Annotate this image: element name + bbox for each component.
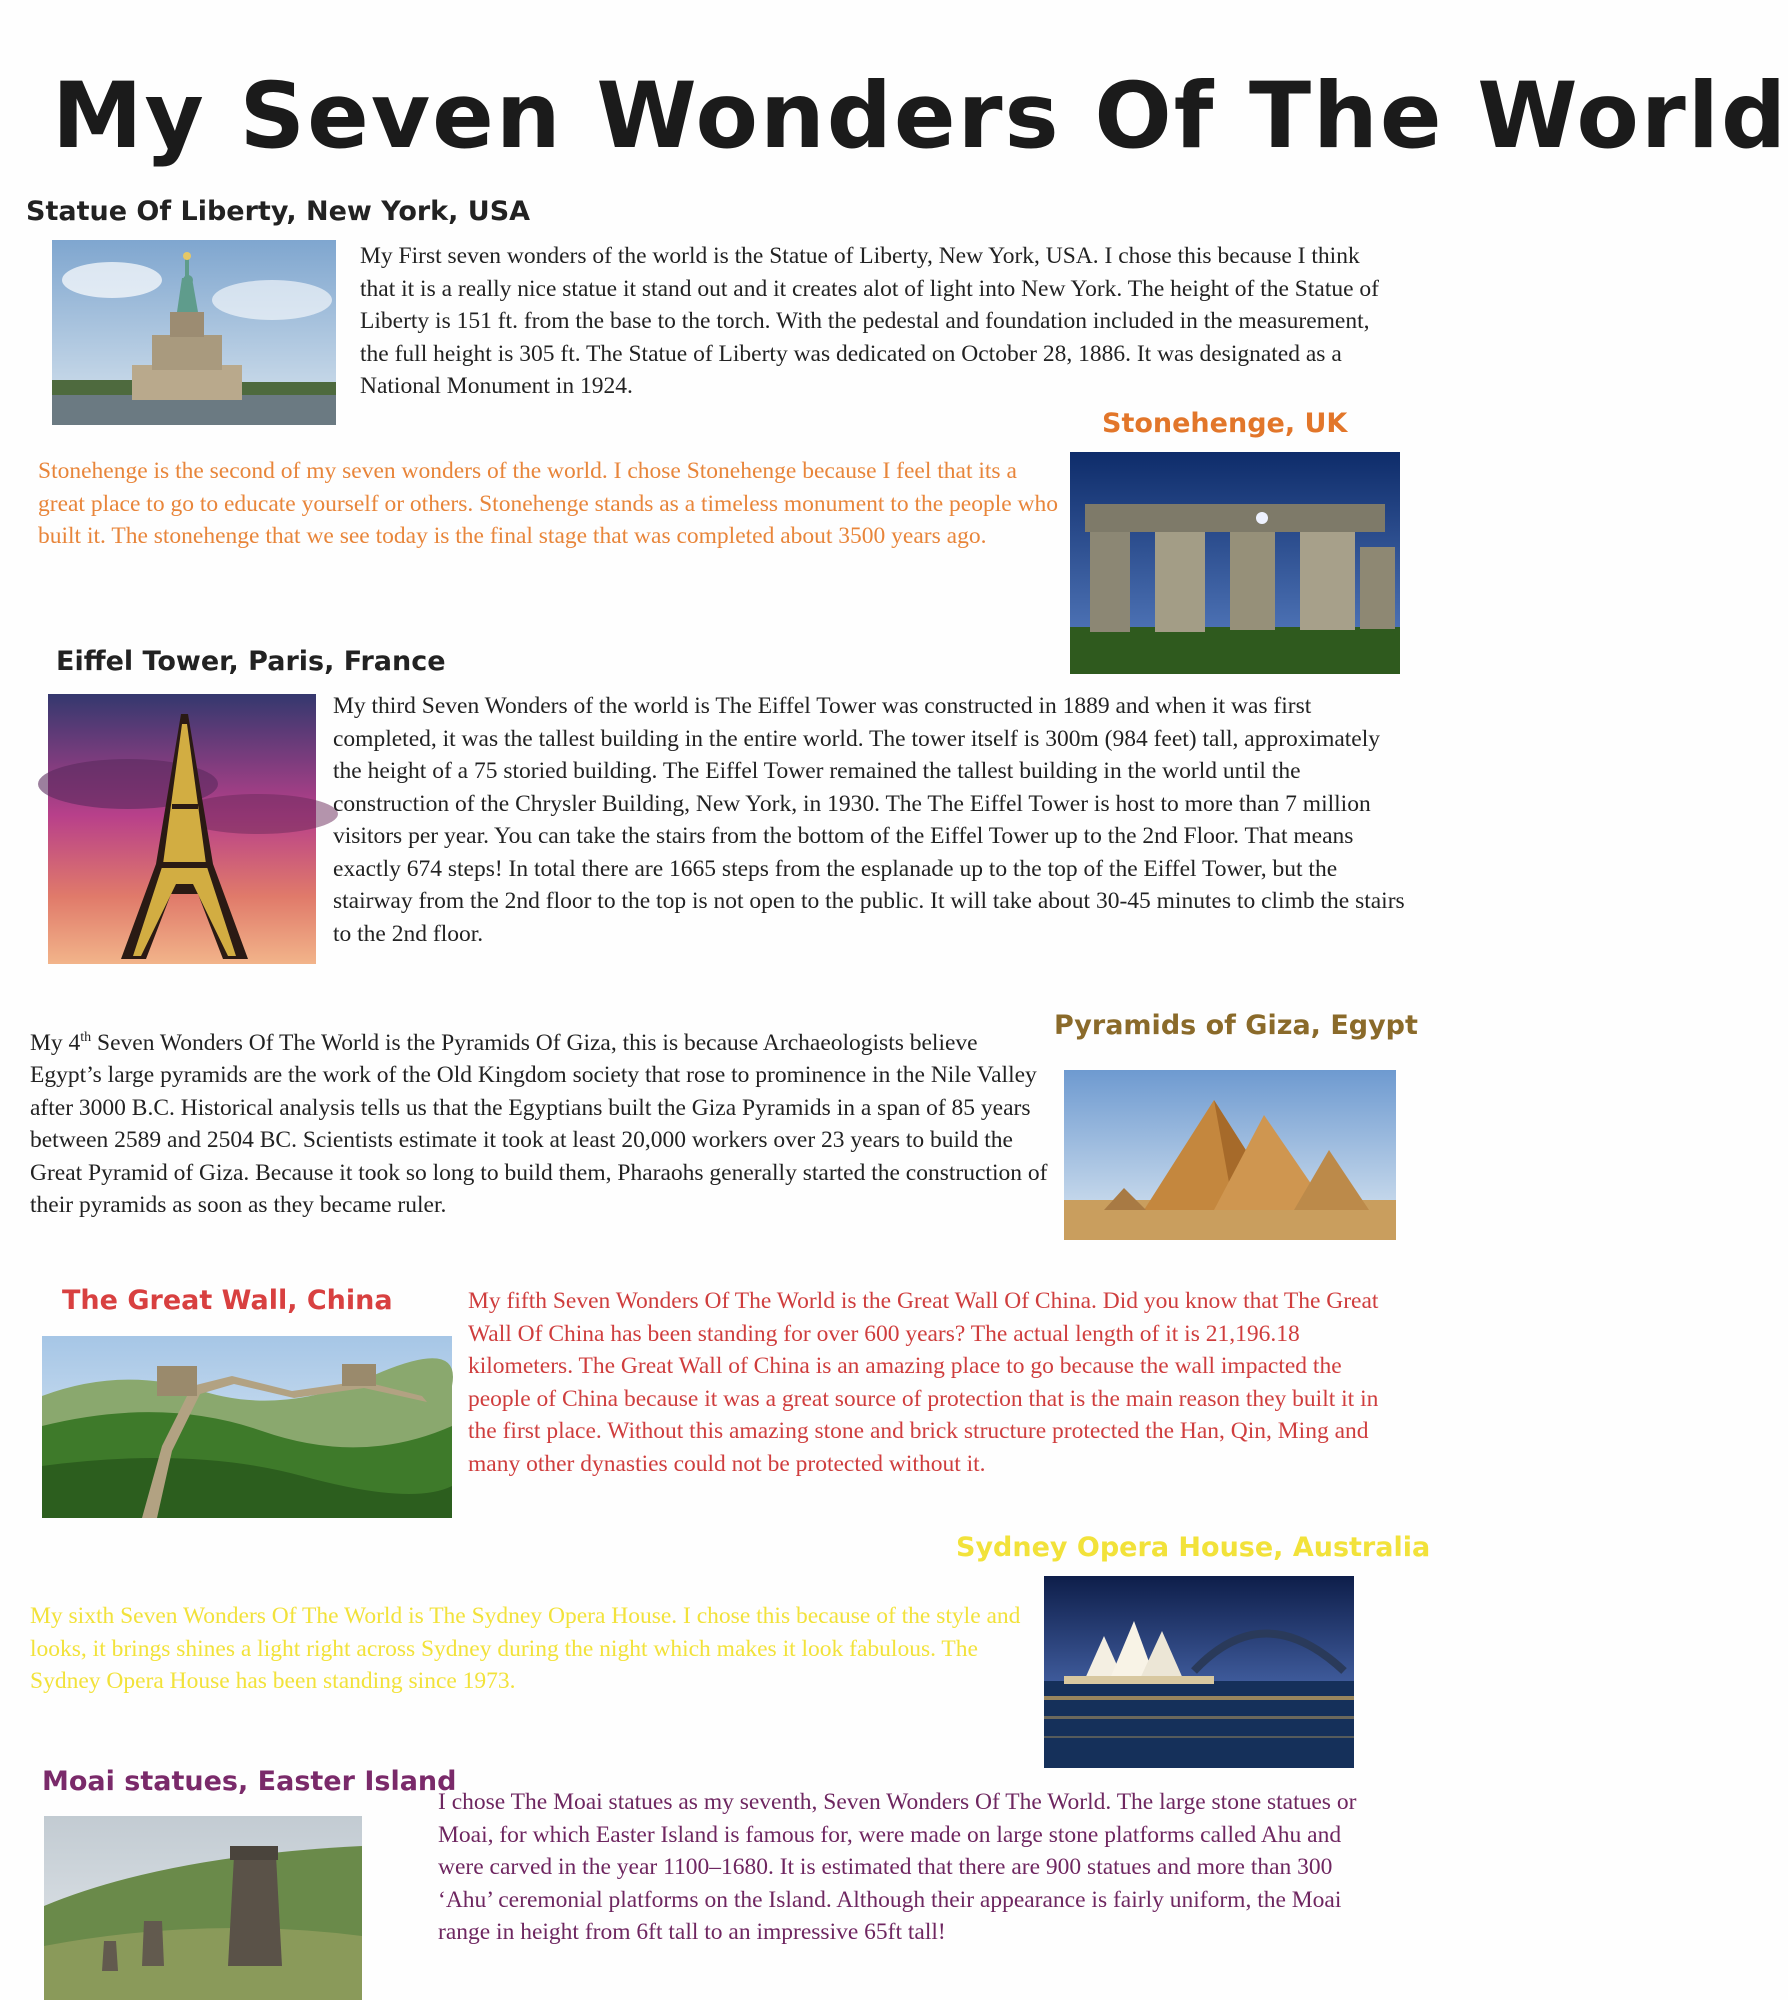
section-text-sydney-opera-house-inner: My sixth Seven Wonders Of The World is The Sydney Opera House. I chose this because of the style and looks, it brings shines a light right across Sydney during the night which makes it look fabulous. The Sydney Opera House has been standing since 1973. <box>30 1603 1021 1694</box>
great-wall-photo <box>42 1336 452 1518</box>
section-text-pyramids-inner <box>30 1022 1052 1222</box>
pyramids-text-body: Seven Wonders Of The World is the Pyramids Of Giza, this is because Archaeologists believe Egypt’s large pyramids are the work of the Old Kingdom society that rose to prominence in the Nile Valley after 3000 B.C. Historical analysis tells us that the Egyptians built the Giza Pyramids in a span of 85 years between 2589 and 2504 BC. Scientists estimate it took at least 20,000 workers over 23 years to build the Great Pyramid of Giza. Because it took so long to build them, Pharaohs generally started the construction of their pyramids as soon as they became ruler. <box>30 1029 1048 1219</box>
pyramids-text-prefix: My 4 <box>30 1029 81 1056</box>
section-heading-statue-of-liberty <box>26 196 578 234</box>
section-text-sydney-opera-house <box>30 1600 1032 1735</box>
sydney-opera-house-photo <box>1044 1576 1354 1768</box>
section-heading-stonehenge: Stonehenge, UK <box>1102 408 1348 439</box>
section-text-moai: I chose The Moai statues as my seventh, Seven Wonders Of The World. The large stone statues or Moai, for which Easter Island is famous for, were made on large stone platforms called Ahu and were carved in the year 1100–1680. It is estimated that there are 900 statues and more than 300 ‘Ahu’ ceremonial platforms on the Island. Although their appearance is fairly uniform, the Moai range in height from 6ft tall to an impressive 65ft tall! <box>438 1789 1357 1945</box>
moai-photo <box>44 1816 362 2000</box>
section-text-statue-of-liberty: My First seven wonders of the world is the Statue of Liberty, New York, USA. I chose this because I think that it is a really nice statue it stand out and it creates alot of light into New York. The height of the Statue of Liberty is 151 ft. from the base to the torch. With the pedestal and foundation included in the measurement, the full height is 305 ft. The Statue of Liberty was dedicated on October 28, 1886. It was designated as a National Monument in 1924. <box>360 243 1379 399</box>
eiffel-tower-photo <box>48 694 316 964</box>
section-heading-pyramids: Pyramids of Giza, Egypt <box>1054 1010 1418 1041</box>
section-heading-eiffel-tower: Eiffel Tower, Paris, France <box>56 646 446 677</box>
section-text-eiffel-tower: My third Seven Wonders of the world is The Eiffel Tower was constructed in 1889 and when it was first completed, it was the tallest building in the entire world. The tower itself is 300m (984 feet) tall, approximately the height of a 75 storied building. The Eiffel Tower remained the tallest building in the world until the construction of the Chrysler Building, New York, in 1930. The The Eiffel Tower is host to more than 7 million visitors per year. You can take the stairs from the bottom of the Eiffel Tower up to the 2nd Floor. That means exactly 674 steps! In total there are 1665 steps from the esplanade up to the top of the Eiffel Tower, but the stairway from the 2nd floor to the top is not open to the public. It will take about 30-45 minutes to climb the stairs to the 2nd floor. <box>333 693 1405 947</box>
page-title: My Seven Wonders Of The World <box>52 64 1788 169</box>
section-heading-great-wall: The Great Wall, China <box>62 1285 393 1316</box>
section-text-stonehenge <box>38 455 1062 590</box>
pyramids-photo <box>1064 1070 1396 1240</box>
section-heading-sydney-opera-house: Sydney Opera House, Australia <box>956 1532 1431 1563</box>
statue-of-liberty-photo <box>52 240 336 425</box>
section-heading-text: Statue Of Liberty, New York, USA <box>26 196 531 227</box>
section-text-pyramids <box>30 1022 1052 1262</box>
stonehenge-photo <box>1070 452 1400 674</box>
section-text-great-wall: My fifth Seven Wonders Of The World is the Great Wall Of China. Did you know that The Great Wall Of China has been standing for over 600 years? The actual length of it is 21,196.18 kilometers. The Great Wall of China is an amazing place to go because the wall impacted the people of China because it was a great source of protection that is the main reason they built it in the first place. Without this amazing stone and brick structure protected the Han, Qin, Ming and many other dynasties could not be protected without it. <box>468 1288 1379 1477</box>
section-heading-moai: Moai statues, Easter Island <box>42 1766 457 1797</box>
pyramids-text-superscript: th <box>80 1030 92 1045</box>
section-text-stonehenge-inner: Stonehenge is the second of my seven wonders of the world. I chose Stonehenge because I feel that its a great place to go to educate yourself or others. Stonehenge stands as a timeless monument to the people who built it. The stonehenge that we see today is the final stage that was completed about 3500 years ago. <box>38 458 1059 549</box>
